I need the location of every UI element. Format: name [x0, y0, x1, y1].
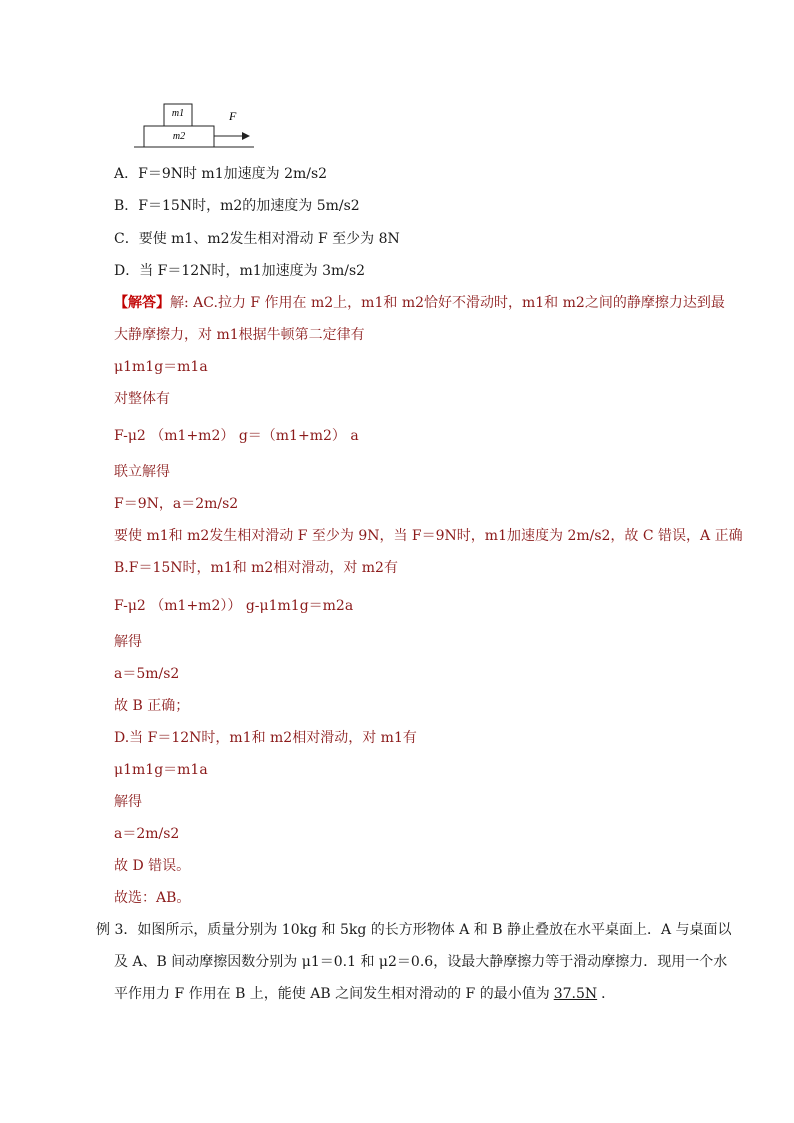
example3-line3: 平作用力 F 作用在 B 上，能使 AB 之间发生相对滑动的 F 的最小值为 37.5N ．	[114, 986, 616, 1002]
option-b: B．F＝15N时，m2的加速度为 5m/s2	[114, 198, 360, 214]
solution-eq3: F-μ2 （m1+m2）） g-μ1m1g＝m2a	[114, 598, 354, 614]
option-a: A．F＝9N时 m1加速度为 2m/s2	[114, 166, 328, 182]
solution-solve1: 联立解得	[114, 464, 170, 480]
label-m1: m1	[171, 108, 185, 119]
force-arrow-head	[242, 132, 250, 140]
solution-eq4: μ1m1g＝m1a	[114, 762, 208, 778]
option-c: C．要使 m1、m2发生相对滑动 F 至少为 8N	[114, 231, 400, 247]
solution-concl3: 故 D 错误。	[114, 858, 191, 874]
solution-eq2: F-μ2 （m1+m2） g＝（m1+m2） a	[114, 428, 359, 444]
blocks-figure	[134, 100, 264, 152]
solution-res1: F＝9N，a＝2m/s2	[114, 496, 239, 512]
label-m2: m2	[172, 131, 186, 142]
solution-final: 故选：AB。	[114, 890, 191, 906]
solution-concl1: 要使 m1和 m2发生相对滑动 F 至少为 9N，当 F＝9N时，m1加速度为 2m/s2，故 C 错误，A 正确	[114, 528, 743, 544]
solution-line2: 大静摩擦力，对 m1根据牛顿第二定律有	[114, 327, 365, 343]
solution-b-head: B.F＝15N时，m1和 m2相对滑动，对 m2有	[114, 560, 398, 576]
example3-line2: 及 A、B 间动摩擦因数分别为 μ1＝0.1 和 μ2＝0.6，设最大静摩擦力等于滑动摩擦力．现用一个水	[114, 954, 728, 970]
example3-line1: 例 3．如图所示，质量分别为 10kg 和 5kg 的长方形物体 A 和 B 静止叠放在水平桌面上．A 与桌面以	[96, 922, 732, 938]
solution-eq1: μ1m1g＝m1a	[114, 359, 208, 375]
label-force: F	[229, 109, 237, 123]
example3-answer: 37.5N	[553, 986, 598, 1002]
solution-concl2: 故 B 正确；	[114, 698, 190, 714]
solution-solve2: 解得	[114, 634, 142, 650]
solution-solve3: 解得	[114, 794, 142, 810]
solution-line1: 【解答】解: AC.拉力 F 作用在 m2上，m1和 m2恰好不滑动时，m1和 m2之间的静摩擦力达到最	[114, 295, 725, 311]
solution-d-head: D.当 F＝12N时，m1和 m2相对滑动，对 m1有	[114, 730, 417, 746]
solution-whole: 对整体有	[114, 391, 170, 407]
option-d: D．当 F＝12N时，m1加速度为 3m/s2	[114, 263, 366, 279]
solution-res3: a＝2m/s2	[114, 826, 180, 842]
solution-heading: 【解答】	[114, 295, 170, 311]
solution-res2: a＝5m/s2	[114, 666, 180, 682]
